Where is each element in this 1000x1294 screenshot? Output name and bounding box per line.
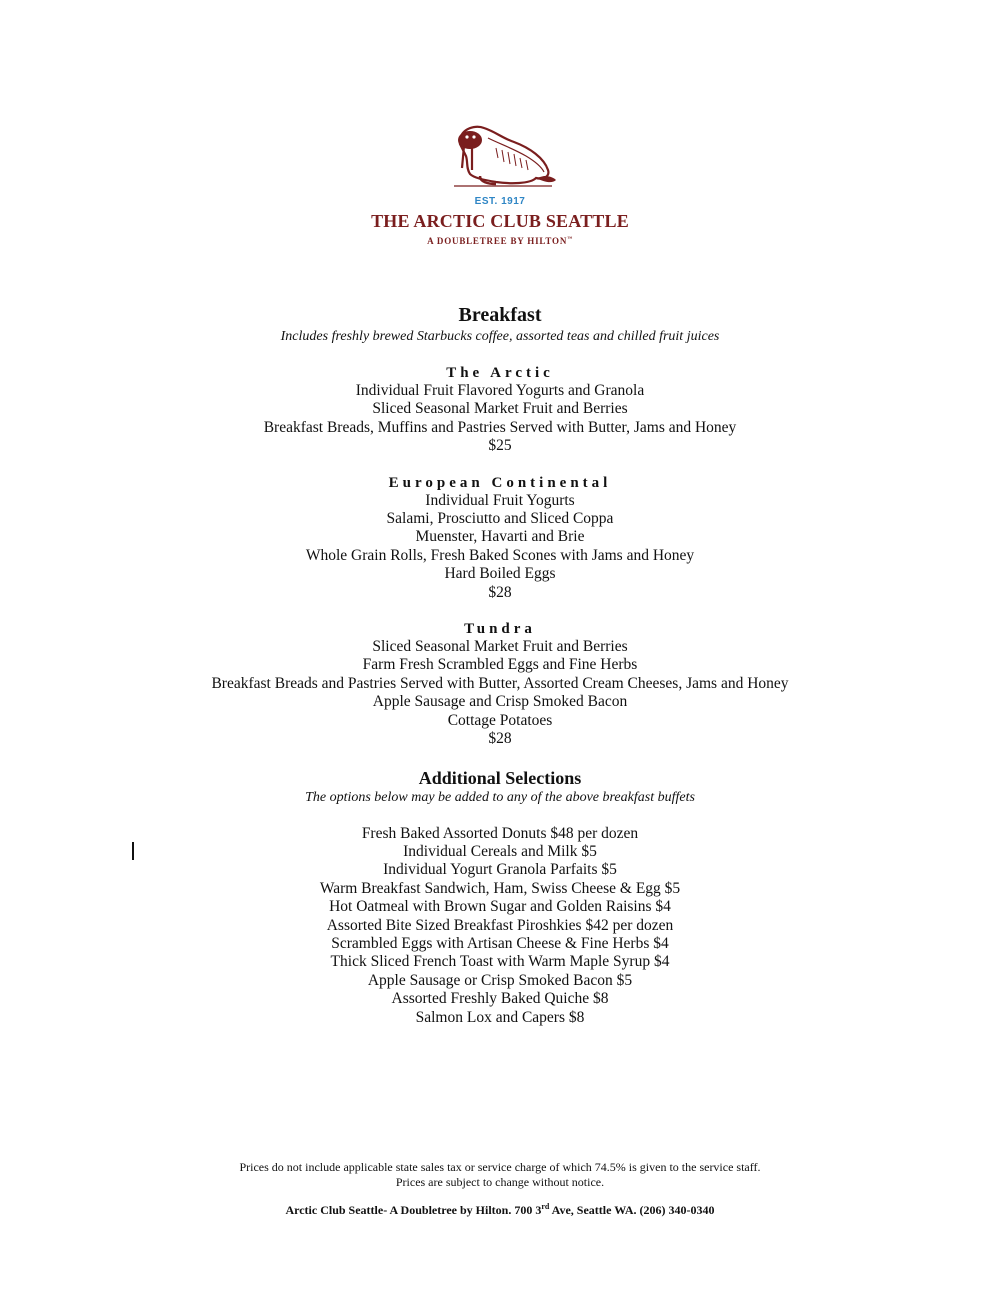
additional-item: Salmon Lox and Capers $8 [415, 1008, 585, 1026]
page-footer [0, 1160, 1000, 1218]
brand-name: THE ARCTIC CLUB SEATTLE [371, 211, 629, 231]
additional-selections-subtitle: The options below may be added to any of the above breakfast buffets [305, 789, 695, 805]
menu-item: Muenster, Havarti and Brie [415, 528, 585, 546]
menu-item: Hard Boiled Eggs [444, 565, 556, 583]
address-text-end: Ave, Seattle WA. (206) 340-0340 [549, 1203, 715, 1217]
section-title: European Continental [388, 474, 612, 491]
additional-item: Individual Yogurt Granola Parfaits $5 [383, 861, 617, 879]
text-cursor [132, 842, 134, 860]
menu-item: Breakfast Breads and Pastries Served with Butter, Assorted Cream Cheeses, Jams and Honey [211, 674, 789, 692]
menu-section-european-continental [0, 474, 1000, 602]
section-title: Tundra [464, 621, 536, 638]
arctic-club-logo [0, 118, 1000, 246]
breakfast-title: Breakfast [458, 304, 542, 326]
menu-item: Salami, Prosciutto and Sliced Coppa [386, 510, 614, 528]
address-text: Arctic Club Seattle- A Doubletree by Hilton. 700 3 [285, 1203, 542, 1217]
additional-item: Individual Cereals and Milk $5 [403, 842, 597, 860]
menu-item: Sliced Seasonal Market Fruit and Berries [372, 638, 628, 656]
walrus-icon [440, 118, 560, 190]
brand-sub-text: A DOUBLETREE BY HILTON [427, 236, 568, 246]
menu-section-tundra [0, 620, 1000, 748]
section-price: $25 [488, 437, 512, 455]
est-year: EST. 1917 [474, 196, 526, 207]
menu-item: Sliced Seasonal Market Fruit and Berries [372, 400, 628, 418]
additional-item: Warm Breakfast Sandwich, Ham, Swiss Cheese & Egg $5 [319, 879, 681, 897]
additional-selections-title: Additional Selections [418, 767, 582, 788]
additional-item: Scrambled Eggs with Artisan Cheese & Fine Herbs $4 [331, 934, 669, 952]
additional-item: Fresh Baked Assorted Donuts $48 per dozen [361, 824, 639, 842]
breakfast-subtitle: Includes freshly brewed Starbucks coffee, assorted teas and chilled fruit juices [280, 329, 720, 344]
menu-content [0, 302, 1000, 1027]
menu-item: Farm Fresh Scrambled Eggs and Fine Herbs [362, 656, 638, 674]
venue-address [0, 1202, 1000, 1218]
brand-subtitle [0, 236, 1000, 246]
menu-item: Breakfast Breads, Muffins and Pastries Served with Butter, Jams and Honey [263, 418, 737, 436]
trademark-mark: ™ [567, 237, 573, 242]
section-title: The Arctic [446, 365, 554, 381]
additional-item: Apple Sausage or Crisp Smoked Bacon $5 [367, 971, 633, 989]
menu-item: Cottage Potatoes [447, 711, 553, 729]
pricing-note: Prices do not include applicable state sales tax or service charge of which 74.5% is given to the service staff. [239, 1160, 761, 1174]
additional-item: Assorted Bite Sized Breakfast Piroshkies $42 per dozen [326, 916, 674, 934]
menu-item: Individual Fruit Yogurts [425, 491, 575, 509]
address-ordinal: rd [541, 1202, 550, 1211]
menu-item: Whole Grain Rolls, Fresh Baked Scones with Jams and Honey [305, 546, 695, 564]
section-price: $28 [488, 583, 512, 601]
additional-item: Thick Sliced French Toast with Warm Maple Syrup $4 [330, 953, 670, 971]
menu-item: Apple Sausage and Crisp Smoked Bacon [372, 693, 628, 711]
menu-item: Individual Fruit Flavored Yogurts and Granola [355, 382, 645, 399]
price-change-note: Prices are subject to change without notice. [395, 1175, 605, 1189]
additional-item: Hot Oatmeal with Brown Sugar and Golden Raisins $4 [329, 898, 671, 916]
additional-items-list [0, 825, 1000, 1027]
additional-item: Assorted Freshly Baked Quiche $8 [391, 990, 609, 1008]
menu-section-arctic [0, 364, 1000, 456]
section-price: $28 [488, 730, 512, 748]
